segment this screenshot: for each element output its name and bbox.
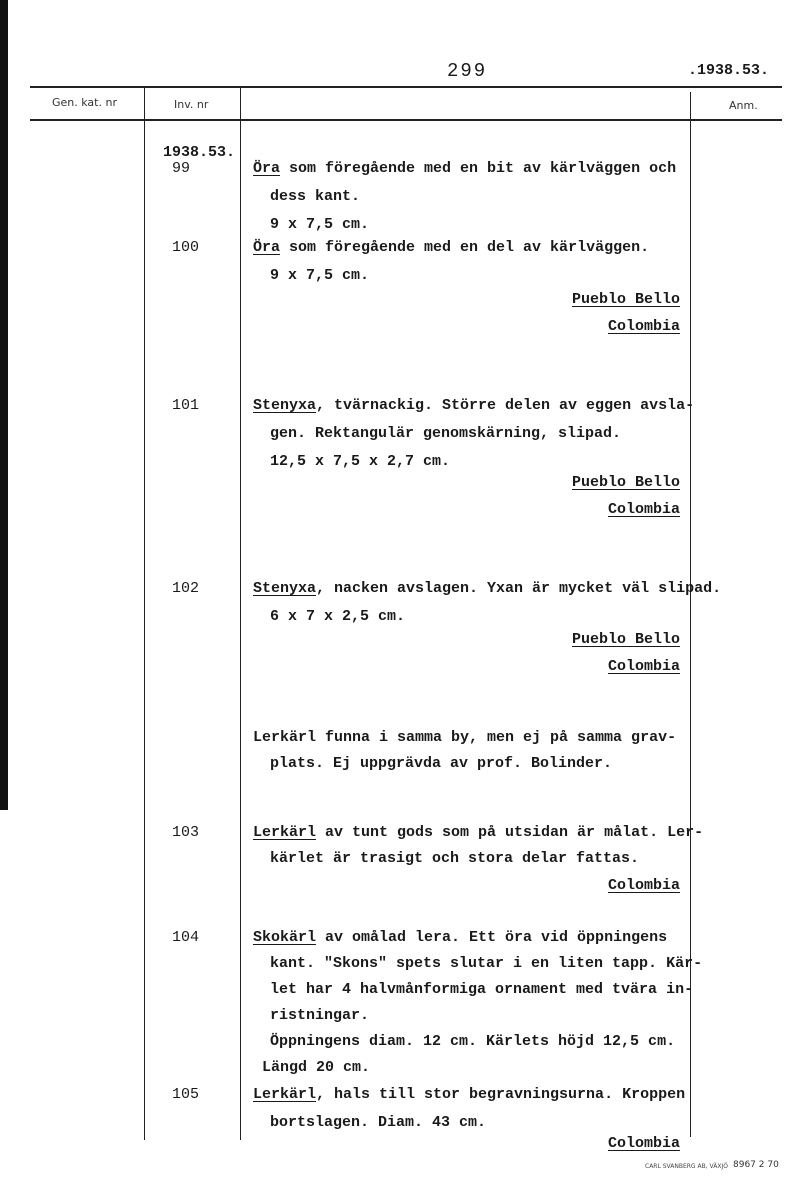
locality: Colombia — [607, 877, 680, 894]
entry-line — [253, 580, 721, 597]
entry-line — [270, 216, 369, 233]
entry-line — [270, 981, 693, 998]
header-top-rule — [30, 86, 782, 88]
locality: Pueblo Bello — [571, 291, 680, 308]
inv-number: 104 — [172, 929, 200, 946]
entry-text: Lerkärl funna i samma by, men ej på samma grav- — [253, 729, 677, 746]
entry-text: , nacken avslagen. Yxan är mycket väl slipad. — [316, 580, 722, 597]
entry-text: , tvärnackig. Större delen av eggen avsla- — [316, 397, 695, 414]
object-term: Öra — [253, 239, 281, 256]
col-divider-2 — [240, 88, 241, 1140]
col-divider-1 — [144, 88, 145, 1140]
object-term: Skokärl — [253, 929, 317, 946]
entry-text: , hals till stor begravningsurna. Kroppen — [316, 1086, 686, 1103]
entry-text: Längd 20 cm. — [262, 1059, 371, 1076]
inv-number: 103 — [172, 824, 200, 841]
entry-text: let har 4 halvmånformiga ornament med tvära in- — [270, 981, 694, 998]
entry-line — [270, 453, 450, 470]
left-edge-bar — [0, 0, 8, 810]
object-term: Stenyxa — [253, 580, 317, 597]
entry-line — [270, 188, 360, 205]
entry-text: Öppningens diam. 12 cm. Kärlets höjd 12,5 cm. — [270, 1033, 676, 1050]
entry-text: kant. "Skons" spets slutar i en liten tapp. Kär- — [270, 955, 703, 972]
entry-text: 12,5 x 7,5 x 2,7 cm. — [270, 453, 451, 470]
column-header-gen-kat: Gen. kat. nr — [52, 96, 117, 109]
entry-text: som föregående med en del av kärlväggen. — [280, 239, 650, 256]
entry-line — [253, 160, 676, 177]
header-bottom-rule — [30, 119, 782, 121]
entry-line — [270, 1007, 369, 1024]
entry-text: gen. Rektangulär genomskärning, slipad. — [270, 425, 622, 442]
entry-line — [253, 929, 667, 946]
locality: Colombia — [607, 318, 680, 335]
locality: Pueblo Bello — [571, 631, 680, 648]
entry-line — [270, 850, 639, 867]
page-number: 299 — [447, 60, 488, 82]
entry-text: 9 x 7,5 cm. — [270, 216, 370, 233]
entry-line — [253, 397, 694, 414]
entry-text: av omålad lera. Ett öra vid öppningens — [316, 929, 668, 946]
inv-number: 105 — [172, 1086, 200, 1103]
entry-text: dess kant. — [270, 188, 361, 205]
object-term: Stenyxa — [253, 397, 317, 414]
object-term: Lerkärl — [253, 824, 317, 841]
printer-imprint: CARL SVANBERG AB, VÄXJÖ — [645, 1163, 728, 1170]
entry-line — [253, 729, 676, 746]
entry-line — [270, 608, 405, 625]
entry-line — [270, 267, 369, 284]
entry-line — [253, 239, 649, 256]
entry-text: ristningar. — [270, 1007, 370, 1024]
entry-text: som föregående med en bit av kärlväggen och — [280, 160, 677, 177]
catalog-reference: .1938.53. — [688, 62, 770, 79]
locality: Colombia — [607, 658, 680, 675]
locality: Colombia — [607, 1135, 680, 1152]
locality: Colombia — [607, 501, 680, 518]
object-term: Lerkärl — [253, 1086, 317, 1103]
entry-line — [270, 755, 612, 772]
object-term: Öra — [253, 160, 281, 177]
entry-text: av tunt gods som på utsidan är målat. Ler- — [316, 824, 704, 841]
form-number: 8967 2 70 — [733, 1160, 779, 1170]
locality: Pueblo Bello — [571, 474, 680, 491]
entry-text: 9 x 7,5 cm. — [270, 267, 370, 284]
inv-number: 100 — [172, 239, 200, 256]
inv-number: 99 — [172, 160, 191, 177]
entry-line — [253, 1086, 685, 1103]
entry-text: kärlet är trasigt och stora delar fattas. — [270, 850, 640, 867]
entry-text: bortslagen. Diam. 43 cm. — [270, 1114, 487, 1131]
entry-text: plats. Ej uppgrävda av prof. Bolinder. — [270, 755, 613, 772]
entry-text: 6 x 7 x 2,5 cm. — [270, 608, 406, 625]
entry-line — [270, 1114, 486, 1131]
inv-prefix: 1938.53. — [163, 144, 236, 161]
entry-line — [253, 824, 703, 841]
inv-number: 101 — [172, 397, 200, 414]
entry-line — [270, 955, 702, 972]
entry-line — [270, 425, 621, 442]
inv-number: 102 — [172, 580, 200, 597]
entry-line — [262, 1059, 370, 1076]
column-header-inv: Inv. nr — [174, 98, 209, 111]
column-header-anm: Anm. — [729, 99, 758, 112]
entry-line — [270, 1033, 675, 1050]
